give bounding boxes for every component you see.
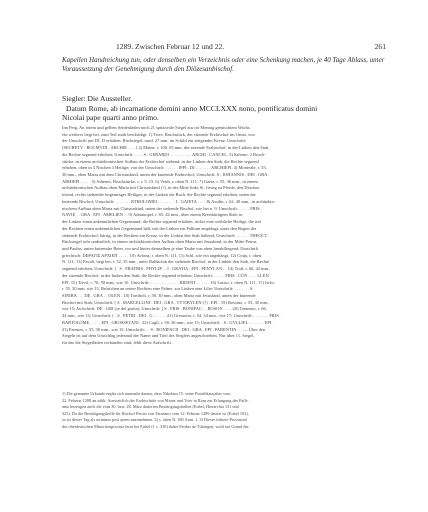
body-line: erhoben, oben in 3 Nischen 3 Heilige; von der Umschrift: . . . . . . IPPI . DI . . . . . . . ARCHIEPI. 4) Monreale, r. 55, (62, 165, 267, 171)
body-line: für das die Siegelfäden vorhanden sind, fehlt diese Aufschrift. (62, 340, 172, 345)
body-line: [SECRETV . ROCMVDI . ARCHIE . . . .] 2) Maine, r. 100. 65 mm, der sitzende Erzbischof, in der Linken den Stab, (62, 145, 270, 151)
body-line: r. 55, 30 mm. wie 15, Brüstchen an seiner Rechten eine Palme, zur Linken eine Lilie; Umschrift: . . . . . . . S . (62, 286, 255, 292)
body-line: der sitzende Bischof, in der linken den Stab, die Rechte segnend erhoben; Umschrift: . . . . . FRIS . CÜN . . . . LLEN . (62, 272, 271, 278)
body-line: 30 mm., oben Maria mit dem Christuskind, unten der knieende Erzbischof; Umschrift: S : IOHANNIS . DEI . GRA . (62, 172, 270, 178)
body-line: NAVIE . . GRA . EPI . AMELIEN . . 9) Adrianopel, r. 65, 42 mm., über einem Kreisbürtigem Stab; in (62, 212, 243, 218)
body-line: ein weiteres liegt bei, zum Teil stark beschädigt. 1) Triev, Bruchstück, der sitzende Erzbischof im Ornat, von (62, 131, 255, 137)
footnotes (62, 391, 392, 431)
seal-description (62, 125, 392, 347)
body-line: die Rechte segnend erhoben; Umschrift: . . . . S . GERARDI . . . . . . . . . . ARCHI . CANCEL. 3) Salerno, 2 Bruch- (62, 151, 266, 157)
signer-line: Siegler: Die Aussteller. (62, 94, 133, 103)
body-line: segnend erhoben; Umschrift: [ . S . FRATRIS . PHYLIP . . I . GRATIA . EPI . PENYLAN . . 14) Troil, r. 60, 42 mm., (62, 266, 271, 272)
footnote-line: der oberdeutschen Minoritenprovinz lernt bei Eubel (l. c. 330) daher Perdus de Tübingen, wohl auf Grund der (62, 424, 249, 430)
body-line: SINIBA . . . DE . GRA . . OLEN . 18) Tortiboli, r. 58, 30 mm., oben Maria mit Jesuskind, unten der knieende (62, 292, 256, 298)
body-line: Siegeln ist auf dem Umschlag jedesmal der Name und Titel des Sieglers angeschrieben. Nur über 11. Siegel, (62, 333, 255, 339)
body-line: tötend, rechts stehender bogenträger Heiliger, in der Linken ein Buch, die Rechte segnend erhoben, unten der (62, 192, 256, 198)
dating-line-1: Datum Rome, ab incarnatione domini anno MCCLXXX nono, pontificatus domini (66, 103, 318, 113)
footnote-line: 22. Februar 1288 an zählt. Ausweislich der Erzbischöfe von Mainz und Trier in Rom zur Erlangung des Palli- (62, 397, 249, 403)
footnote-line: so ist dieser Tag als terminus post quem anzunehmen. 2) s. oben N. 180 Anm. 1. 3) Dieser frühere Provinzial (62, 417, 247, 423)
footnote-line: 1) Die genannte Urkunde ergibt sich nunmehr daraus, dass Nikolaus IV. seine Pontifikatsjahre vom (62, 391, 231, 396)
body-line: ARHIEPI . . . . . 5) Athenes, Bruchstücke, r. r. 5. 15. 6) Verdi, r. oben N. 111. 7) Gaeta, r. 55, 36 mm., in einem (62, 178, 258, 184)
regest-summary: Kapellen Handreichung tun, oder denselben ein Verzeichnis oder eine Schenkung machen, je 40 Tage Ablass, unter Voraussetzung der Genehmigung durch den Diözesanbischof. (62, 56, 385, 74)
footnote-line: 325). Da die Bestätigungsbulle für Bischof Petrus von Taranaeo vom 12. Februar 1289 datiert ist (Eubel 163), (62, 410, 249, 416)
body-line: wie 15; Aufschrift: DE . GRI (se dei gratia); Umschrift: [ S . FRIS . BONIFAC . . BOSON . . . . 20) Taranaeo, r. 66, (62, 306, 267, 312)
body-line: architektonischen Aufbau oben Maria mit Christuskind (?), in der Mitte links St. Georg zu Pferde, den Drachen (62, 185, 260, 191)
body-line: der Linken einen unkenntlichen Gegenstand, die Rechte segnend erhoben, rechts eine weibliche Heilige, die mit (62, 219, 262, 225)
body-line: 44 mm., wie 14; Umschrift: [ . S . PETRI . DEI . G . . . . . . 21) Grossetto, r. 54, 34 mm., wie 17; Umschrift: . . . . . . . FRIS . (62, 313, 281, 319)
page-number: 261 (374, 42, 386, 51)
body-line: EPI. 15) Trivsl, r. 70, 50 mm., wie 10. Umschrift: . . . . . . . . . . . . . RIDENT . . . . . . 16) Lariso, r. oben N. 111. 17) Ischi, (62, 279, 275, 285)
running-header (38, 42, 390, 53)
body-line: N. 111. 13) Favoli, hegt bei, r. 52, 35 mm., unter Baldachin der stehende Bischof, in der Linken den Stab, die Rechte (62, 259, 270, 265)
footnote-line: ums bezeugen auch die vom 30. bzw. 28. März datierten Bestätigungsbullen (Eubel, Hierarchia 131 und (62, 404, 239, 410)
body-line: stücke, in einem architektonischen Aufbau der Erzbischof stehend, in der Linken den Stab, die Rechte segnend (62, 158, 259, 164)
body-line: der Rechten einen unkenntlichen Gegenstand hält, mit der Linken ein Pallium empfängt, unter den Bogen der (62, 225, 257, 231)
body-line: Inn Perg. An rotem und gelben Seidenfäden noch 21 spitzovale Siegel aus rot Mennig gemischtem Wachs, (62, 125, 251, 130)
body-line: knieende Bischof; Umschrift: . . . . . . . RTHOLOMEI . . . . . . . . I . GAIETA . . . . 8) Assdin, r. 62. 40 mm., in architekto- (62, 198, 276, 204)
body-line: stehende Erzbischof, bärtig, in der Rechten ein Kreuz, in der Linken den Stab haltend; Umschrift: . . . . . . THEOCT . . (62, 232, 272, 238)
body-line: und Paulus, unten knieender Beter, vor und hinter demselben je eine Taube von oben herabfliegend; Umschrift (62, 245, 259, 251)
body-line: nischem Aufbau oben Maria mit Christuskind, unten der stehende Bischof, wie bei n. 9. Umschrift: . . . . . FRIS . (62, 205, 262, 211)
header-title: 1289. Zwischen Februar 12 und 22. (116, 42, 225, 51)
body-line: Bischof mit Stab; Umschrift: [ S . MARCELLINI . DEI . GRA . TVTIBYLEN (?) . EPI . 19) Bossino, r. 55, 30 mm., (62, 299, 270, 305)
body-line: der Umschrift nur DI. D erhalten. Rücksiegel, rund, 27 mm, im Schild ein steigendes Kreuz. Umschrift: (62, 138, 247, 144)
body-line: 23) Parenzo, r. 55, 30 mm., wie 15; Umschrift: . . S . BONIFACII . DEI . GRA . EPI . PARENTIN. . . — Über den (62, 326, 265, 332)
body-line: BARTOLOME . . . . . EPI . GROSSETANI . 22) Cagli, r. 58, 36 mm., wie 15; Umschrift: . S . GVLLIEL . . . . . . . EPI . (62, 319, 274, 325)
document-intro (62, 94, 392, 123)
body-line: Rücksiegel sehr undeutlich, in einem architektonischen Aufbau oben Maria mit Jesuskind, in der Mitte Petrus (62, 239, 257, 245)
body-line: griechisch: ΣΦΡΑΓΙΣ ΑΡΧΙΕΠ . . . . . 10) Avlona, r. oben N. 111. 11) Schl, wie ein angehängt. 12) Craja, r. oben (62, 252, 262, 258)
dating-line-2: Nicolai pape quarti anno primo. (62, 113, 159, 123)
